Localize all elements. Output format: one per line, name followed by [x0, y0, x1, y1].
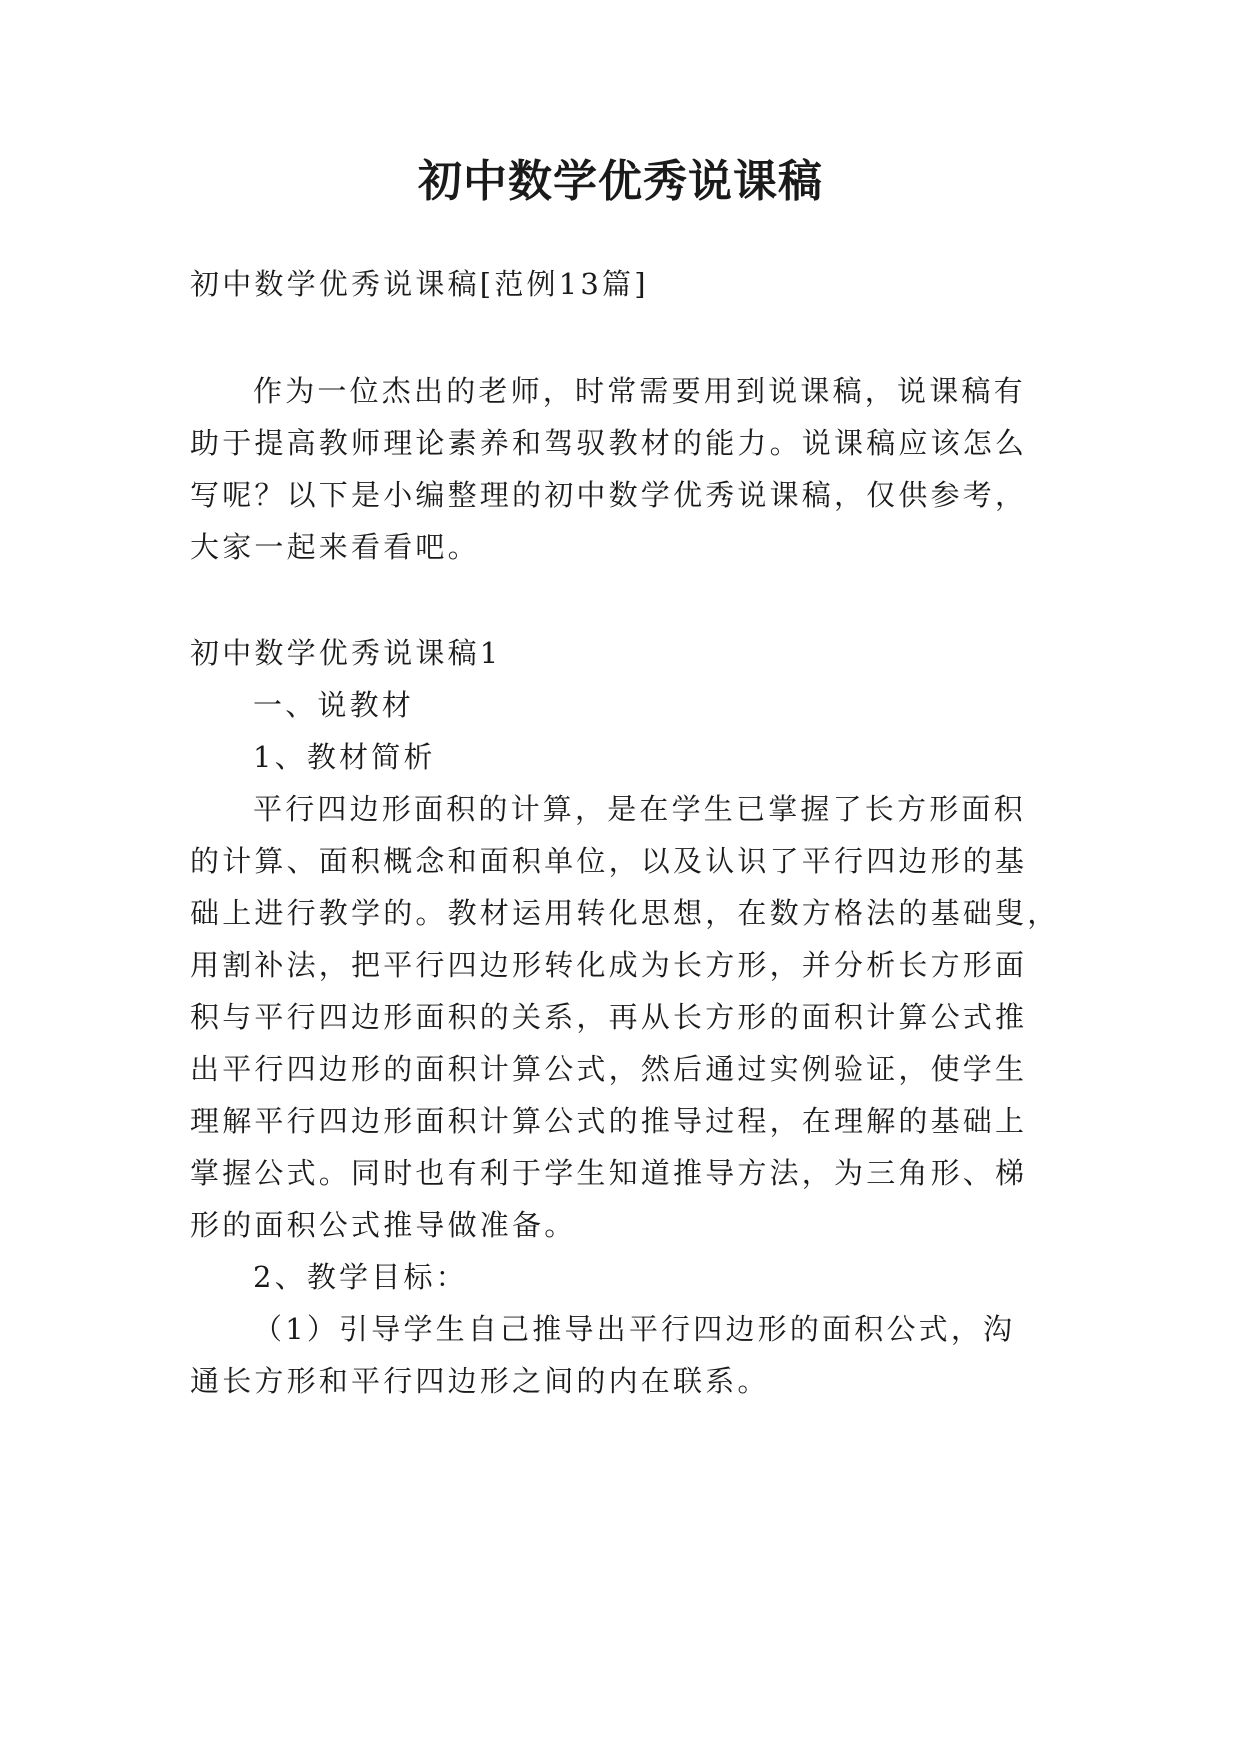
goal-line: （1）引导学生自己推导出平行四边形的面积公式，沟 [253, 1312, 1016, 1346]
intro-line: 写呢？以下是小编整理的初中数学优秀说课稿，仅供参考， [190, 478, 1028, 512]
analysis-line: 形的面积公式推导做准备。 [190, 1208, 577, 1242]
analysis-line: 用割补法，把平行四边形转化成为长方形，并分析长方形面 [190, 948, 1028, 982]
intro-line: 作为一位杰出的老师，时常需要用到说课稿，说课稿有 [253, 374, 1026, 408]
analysis-line: 的计算、面积概念和面积单位，以及认识了平行四边形的基 [190, 844, 1028, 878]
part-heading: 一、说教材 [253, 688, 415, 722]
document-title: 初中数学优秀说课稿 [418, 156, 823, 207]
analysis-line: 理解平行四边形面积计算公式的推导过程，在理解的基础上 [190, 1104, 1028, 1138]
goal-line: 通长方形和平行四边形之间的内在联系。 [190, 1364, 770, 1398]
analysis-line: 平行四边形面积的计算，是在学生已掌握了长方形面积 [253, 792, 1026, 826]
intro-line: 大家一起来看看吧。 [190, 530, 480, 564]
analysis-line: 掌握公式。同时也有利于学生知道推导方法，为三角形、梯 [190, 1156, 1028, 1190]
item-heading: 1、教材简析 [253, 740, 436, 774]
document-subtitle: 初中数学优秀说课稿[范例13篇] [190, 267, 649, 301]
item-heading: 2、教学目标： [253, 1260, 468, 1294]
analysis-line: 础上进行教学的。教材运用转化思想，在数方格法的基础叟， [190, 896, 1060, 930]
section-heading: 初中数学优秀说课稿1 [190, 636, 502, 670]
analysis-line: 出平行四边形的面积计算公式，然后通过实例验证，使学生 [190, 1052, 1028, 1086]
intro-line: 助于提高教师理论素养和驾驭教材的能力。说课稿应该怎么 [190, 426, 1028, 460]
analysis-line: 积与平行四边形面积的关系，再从长方形的面积计算公式推 [190, 1000, 1028, 1034]
